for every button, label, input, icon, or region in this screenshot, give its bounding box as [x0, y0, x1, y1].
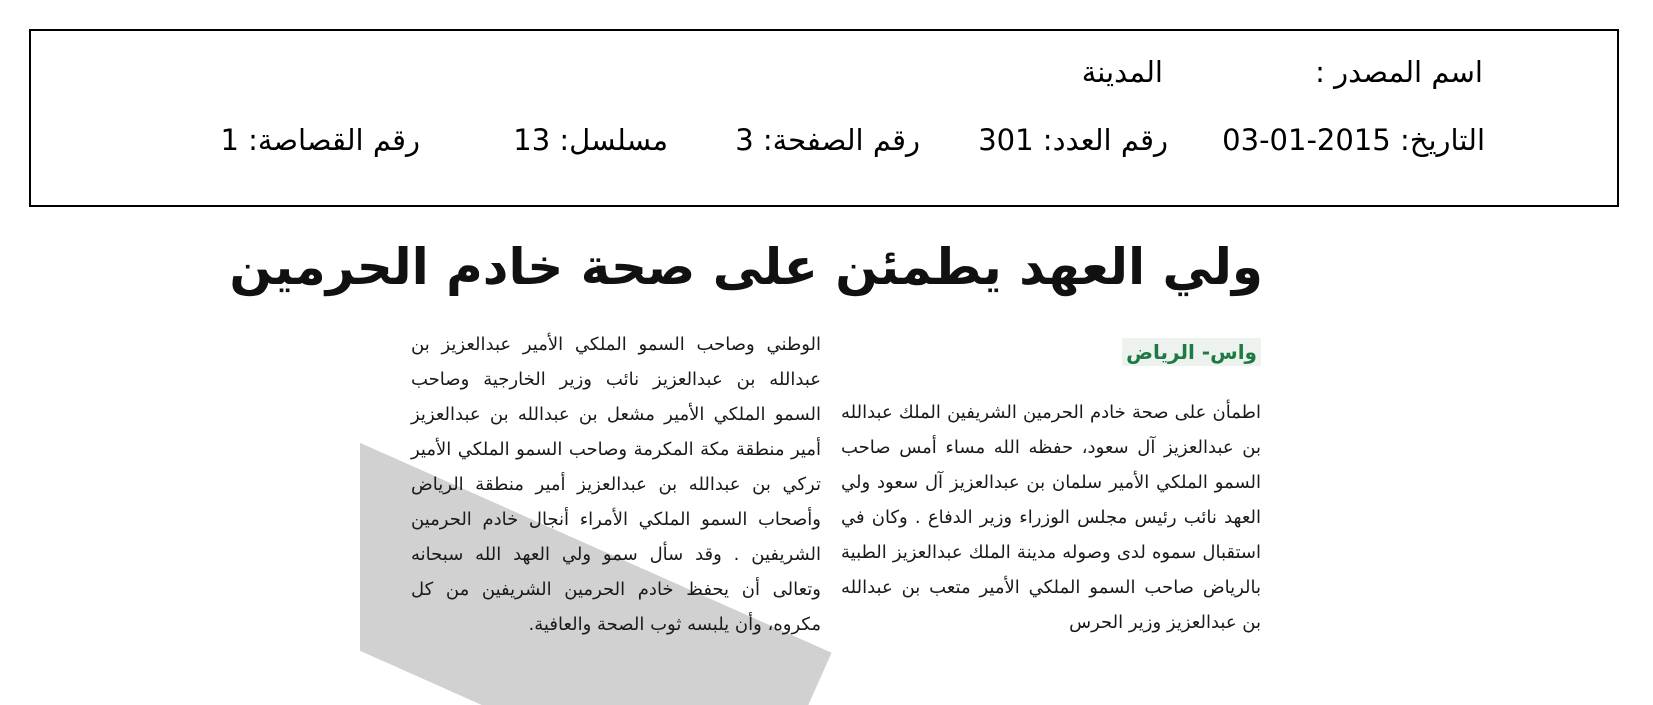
serial-field: مسلسل: 13 — [513, 123, 668, 157]
article-byline: واس- الرياض — [1122, 338, 1261, 366]
issue-number-field: رقم العدد: 301 — [978, 123, 1168, 157]
article-column-left — [411, 327, 821, 642]
date-field: التاريخ: 2015-01-03 — [1222, 123, 1485, 157]
article-paragraph-right: اطمأن على صحة خادم الحرمين الشريفين الملك عبدالله بن عبدالعزيز آل سعود، حفظه الله مساء أمس صاحب السمو الملكي الأمير سلمان بن عبدالعزيز آل سعود ولي العهد نائب رئيس مجلس الوزراء وزير الدفاع . وكان في استقبال سموه لدى وصوله مدينة الملك عبدالعزيز الطبية بالرياض صاحب السمو الملكي الأمير متعب بن عبدالله بن عبدالعزيز وزير الحرس — [841, 402, 1261, 633]
clipping-number-field: رقم القصاصة: 1 — [220, 123, 420, 157]
source-value: المدينة — [1081, 55, 1163, 89]
page-number-field: رقم الصفحة: 3 — [735, 123, 920, 157]
article-paragraph-left: الوطني وصاحب السمو الملكي الأمير عبدالعزيز بن عبدالله بن عبدالعزيز نائب وزير الخارجية وصاحب السمو الملكي الأمير مشعل بن عبدالله بن عبدالعزيز أمير منطقة مكة المكرمة وصاحب السمو الملكي الأمير تركي بن عبدالله بن عبدالعزيز أمير منطقة الرياض وأصحاب السمو الملكي الأمراء أنجال خادم الحرمين الشريفين . وقد سأل سمو ولي العهد الله سبحانه وتعالى أن يحفظ خادم الحرمين الشريفين من كل مكروه، وأن يلبسه ثوب الصحة والعافية. — [411, 334, 821, 635]
article-column-right — [841, 395, 1261, 640]
source-label: اسم المصدر : — [1315, 55, 1483, 89]
article-headline: ولي العهد يطمئن على صحة خادم الحرمين — [229, 238, 1263, 296]
